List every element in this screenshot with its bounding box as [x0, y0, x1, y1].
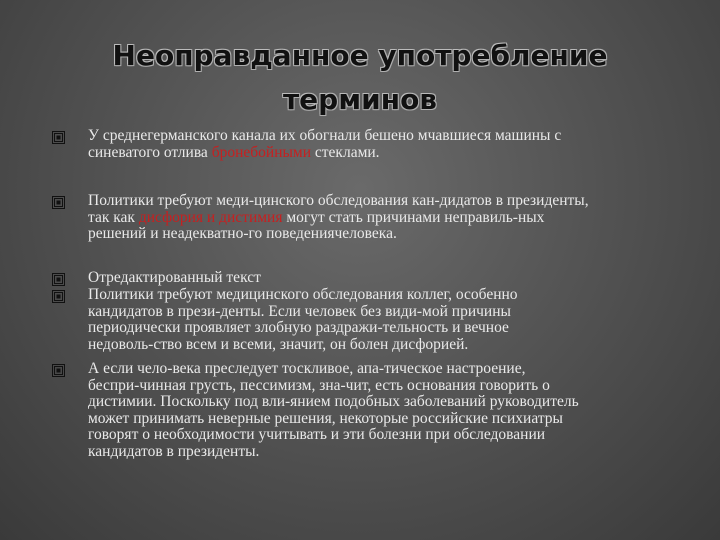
paragraph-line: А если чело-века преследует тоскливое, апа-тическое настроение,	[88, 360, 526, 377]
paragraph-line: может принимать неверные решения, некоторые российские психиатры	[88, 409, 563, 427]
checkbox-square-icon	[52, 273, 65, 286]
checkbox-square-icon	[52, 364, 65, 377]
highlighted-term: бронебойными	[211, 143, 312, 161]
paragraph-line: решений и неадекватно-го поведениячеловека.	[88, 225, 397, 243]
paragraph-line: У среднегерманского канала их обогнали бешено мчавшиеся машины с	[88, 127, 562, 144]
paragraph-2	[88, 193, 678, 243]
paragraph-line	[88, 145, 678, 162]
paragraph-3	[88, 270, 678, 287]
checkbox-square-icon	[52, 196, 65, 209]
paragraph-line: беспри-чинная грусть, пессимизм, зна-чит, есть основания говорить о	[88, 376, 550, 394]
paragraph-line: кандидатов в президенты.	[88, 442, 260, 460]
paragraph-line: дистимии. Поскольку под вли-янием подобных заболеваний руководитель	[88, 393, 579, 411]
checkbox-square-icon	[52, 131, 65, 144]
paragraph-line	[88, 210, 678, 227]
text-run: так как	[88, 208, 139, 226]
paragraph-1	[88, 128, 678, 161]
paragraph-line: Политики требуют меди-цинского обследования кан-дидатов в президенты,	[88, 192, 589, 209]
paragraph-line: Политики требуют медицинского обследования коллег, особенно	[88, 286, 518, 303]
text-run: могут стать причинами неправиль-ных	[282, 208, 545, 226]
checkbox-square-icon	[52, 290, 65, 303]
text-run: синеватого отлива	[88, 143, 212, 161]
paragraph-line: кандидатов в прези-денты. Если человек без види-мой причины	[88, 302, 511, 320]
paragraph-line: Отредактированный текст	[88, 269, 261, 286]
paragraph-line: периодически проявляет злобную раздражи-тельность и вечное	[88, 319, 509, 337]
paragraph-4	[88, 287, 678, 353]
title-line-1: Неоправданное употребление	[112, 39, 608, 72]
paragraph-5	[88, 361, 678, 461]
title-line-2: терминов	[282, 83, 438, 116]
paragraph-line: недоволь-ство всем и всеми, значит, он болен дисфорией.	[88, 335, 469, 353]
highlighted-term: дисфория и дистимия	[138, 208, 283, 226]
paragraph-line: говорят о необходимости учитывать и эти болезни при обследовании	[88, 426, 546, 444]
text-run: стеклами.	[311, 143, 380, 161]
